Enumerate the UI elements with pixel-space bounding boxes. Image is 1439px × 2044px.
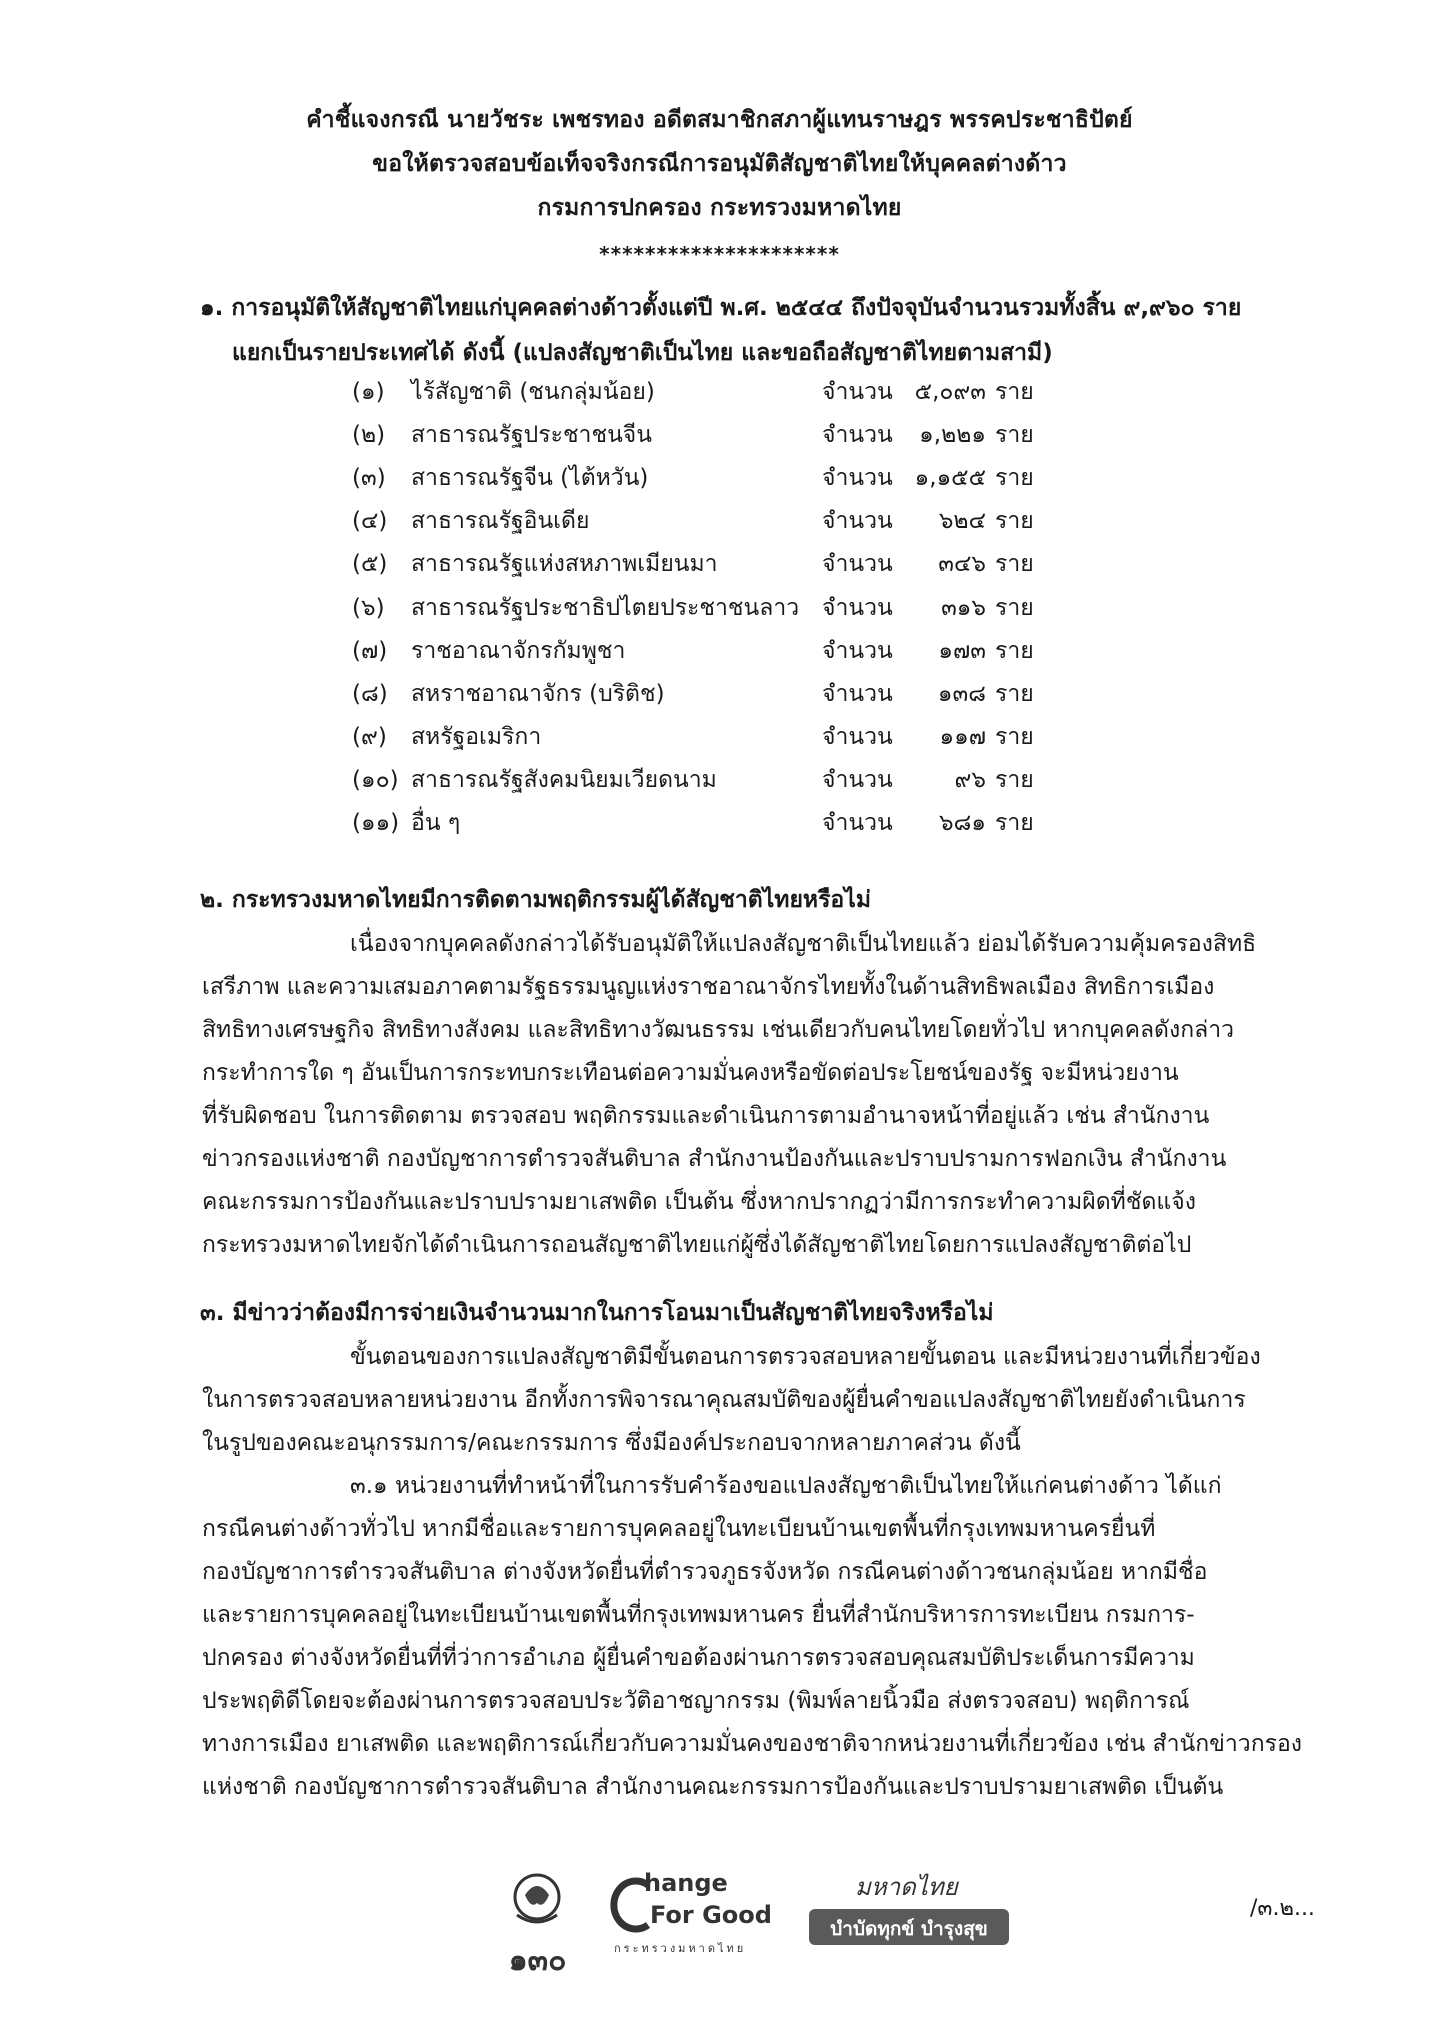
section1-line-2: แยกเป็นรายประเทศได้ ดังนี้ (แปลงสัญชาติเป็นไทย และขอถือสัญชาติไทยตามสามี) [232, 340, 1053, 366]
section2-heading: ๒. กระทรวงมหาดไทยมีการติดตามพฤติกรรมผู้ได้สัญชาติไทยหรือไม่ [200, 887, 871, 913]
country-name: สหรัฐอเมริกา [411, 724, 542, 750]
count-value: ๕,๐๙๓ [914, 379, 986, 405]
nationality-row [0, 719, 1439, 759]
ministry-text: กระทรวงมหาดไทย [614, 1942, 747, 1955]
nationality-row [0, 546, 1439, 586]
anniversary-logo [495, 1865, 580, 1978]
section1-line-1: ๑. การอนุมัติให้สัญชาติไทยแก่บุคคลต่างด้าวตั้งแต่ปี พ.ศ. ๒๕๔๔ ถึงปัจจุบันจำนวนรวมทั้งสิ้น ๙,๙๖๐ ราย [200, 295, 1242, 321]
section2-paragraph-line: ข่าวกรองแห่งชาติ กองบัญชาการตำรวจสันติบาล สำนักงานป้องกันและปราบปรามการฟอกเงิน สำนักงาน [202, 1146, 1227, 1172]
country-name: อื่น ๆ [411, 810, 461, 836]
unit-suffix: ราย [995, 638, 1034, 664]
header-separator: ********************* [599, 242, 840, 266]
count-label: จำนวน [822, 379, 893, 405]
nationality-row [0, 374, 1439, 414]
unit-suffix: ราย [995, 379, 1034, 405]
country-name: สาธารณรัฐอินเดีย [411, 508, 590, 534]
count-label: จำนวน [822, 681, 893, 707]
count-label: จำนวน [822, 638, 893, 664]
count-label: จำนวน [822, 595, 893, 621]
unit-suffix: ราย [995, 810, 1034, 836]
country-name: สาธารณรัฐจีน (ไต้หวัน) [411, 465, 649, 491]
section3-paragraph-line: ปกครอง ต่างจังหวัดยื่นที่ที่ว่าการอำเภอ ผู้ยื่นคำขอต้องผ่านการตรวจสอบคุณสมบัติประเด็นการมีความ [202, 1645, 1195, 1671]
count-value: ๙๖ [954, 767, 986, 793]
nationality-row [0, 762, 1439, 802]
unit-suffix: ราย [995, 422, 1034, 448]
count-label: จำนวน [822, 508, 893, 534]
unit-suffix: ราย [995, 681, 1034, 707]
section3-paragraph-line: ในรูปของคณะอนุกรรมการ/คณะกรรมการ ซึ่งมีองค์ประกอบจากหลายภาคส่วน ดังนี้ [202, 1430, 1021, 1456]
motto-text: บำบัดทุกข์ บำรุงสุข [830, 1918, 988, 1940]
header-line-3: กรมการปกครอง กระทรวงมหาดไทย [537, 195, 902, 221]
row-number: (๙) [352, 724, 387, 750]
count-label: จำนวน [822, 767, 893, 793]
section2-paragraph-line: เสรีภาพ และความเสมอภาคตามรัฐธรรมนูญแห่งราชอาณาจักรไทยทั้งในด้านสิทธิพลเมือง สิทธิการเมือง [202, 974, 1215, 1000]
row-number: (๖) [352, 595, 385, 621]
country-name: ไร้สัญชาติ (ชนกลุ่มน้อย) [411, 379, 655, 405]
unit-suffix: ราย [995, 551, 1034, 577]
nationality-row [0, 460, 1439, 500]
country-name: สาธารณรัฐสังคมนิยมเวียดนาม [411, 767, 717, 793]
section3-paragraph-line: กองบัญชาการตำรวจสันติบาล ต่างจังหวัดยื่นที่ตำรวจภูธรจังหวัด กรณีคนต่างด้าวชนกลุ่มน้อย หากมีชื่อ [202, 1559, 1208, 1585]
section2-paragraph-line: เนื่องจากบุคคลดังกล่าวได้รับอนุมัติให้แปลงสัญชาติเป็นไทยแล้ว ย่อมได้รับความคุ้มครองสิทธิ [350, 931, 1257, 957]
count-value: ๖๒๔ [938, 508, 986, 534]
section3-paragraph-line: แห่งชาติ กองบัญชาการตำรวจสันติบาล สำนักงานคณะกรรมการป้องกันและปราบปรามยาเสพติด เป็นต้น [202, 1774, 1224, 1800]
count-value: ๑๓๘ [937, 681, 986, 707]
section3-paragraph-line: และรายการบุคคลอยู่ในทะเบียนบ้านเขตพื้นที่กรุงเทพมหานคร ยื่นที่สำนักบริหารการทะเบียน กรมการ- [202, 1602, 1195, 1628]
for-good-text: For Good [650, 1901, 772, 1929]
section2-paragraph-line: ที่รับผิดชอบ ในการติดตาม ตรวจสอบ พฤติกรรมและดำเนินการตามอำนาจหน้าที่อยู่แล้ว เช่น สำนักงาน [202, 1103, 1210, 1129]
section2-paragraph-line: กระทรวงมหาดไทยจักได้ดำเนินการถอนสัญชาติไทยแก่ผู้ซึ่งได้สัญชาติไทยโดยการแปลงสัญชาติต่อไป [202, 1232, 1192, 1258]
unit-suffix: ราย [995, 508, 1034, 534]
section2-paragraph-line: กระทำการใด ๆ อันเป็นการกระทบกระเทือนต่อความมั่นคงหรือขัดต่อประโยชน์ของรัฐ จะมีหน่วยงาน [202, 1060, 1179, 1086]
count-value: ๑๗๓ [938, 638, 986, 664]
row-number: (๒) [352, 422, 386, 448]
section3-heading: ๓. มีข่าวว่าต้องมีการจ่ายเงินจำนวนมากในการโอนมาเป็นสัญชาติไทยจริงหรือไม่ [200, 1300, 994, 1326]
change-text: hange [644, 1869, 728, 1897]
count-label: จำนวน [822, 810, 893, 836]
nationality-row [0, 503, 1439, 543]
count-value: ๑,๑๕๕ [914, 465, 986, 491]
unit-suffix: ราย [995, 595, 1034, 621]
section3-paragraph-line: กรณีคนต่างด้าวทั่วไป หากมีชื่อและรายการบุคคลอยู่ในทะเบียนบ้านเขตพื้นที่กรุงเทพมหานครยื่นที่ [202, 1516, 1156, 1542]
country-name: สหราชอาณาจักร (บริติช) [411, 681, 665, 707]
country-name: สาธารณรัฐแห่งสหภาพเมียนมา [411, 551, 718, 577]
unit-suffix: ราย [995, 767, 1034, 793]
count-value: ๓๔๖ [938, 551, 986, 577]
row-number: (๔) [352, 508, 388, 534]
row-number: (๕) [352, 551, 388, 577]
unit-suffix: ราย [995, 724, 1034, 750]
section3-paragraph-line: ๓.๑ หน่วยงานที่ทำหน้าที่ในการรับคำร้องขอแปลงสัญชาติเป็นไทยให้แก่คนต่างด้าว ได้แก่ [350, 1473, 1222, 1499]
nationality-row [0, 805, 1439, 845]
row-number: (๗) [352, 638, 388, 664]
count-value: ๑,๒๒๑ [919, 422, 986, 448]
section3-paragraph-line: ประพฤติดีโดยจะต้องผ่านการตรวจสอบประวัติอาชญากรรม (พิมพ์ลายนิ้วมือ ส่งตรวจสอบ) พฤติการณ์ [202, 1688, 1190, 1714]
motto-script: มหาดไทย [855, 1873, 958, 1901]
row-number: (๓) [352, 465, 386, 491]
header-line-2: ขอให้ตรวจสอบข้อเท็จจริงกรณีการอนุมัติสัญชาติไทยให้บุคคลต่างด้าว [372, 151, 1067, 177]
count-label: จำนวน [822, 422, 893, 448]
continuation-ref: /๓.๒... [1250, 1896, 1315, 1921]
nationality-row [0, 590, 1439, 630]
count-label: จำนวน [822, 724, 893, 750]
row-number: (๘) [352, 681, 388, 707]
row-number: (๑๑) [352, 810, 400, 836]
nationality-row [0, 417, 1439, 457]
country-name: สาธารณรัฐประชาธิปไตยประชาชนลาว [411, 595, 800, 621]
header-line-1: คำชี้แจงกรณี นายวัชระ เพชรทอง อดีตสมาชิกสภาผู้แทนราษฎร พรรคประชาธิปัตย์ [306, 107, 1133, 133]
change-for-good-logo [610, 1865, 790, 1975]
country-name: สาธารณรัฐประชาชนจีน [411, 422, 653, 448]
anniversary-number: ๑๓๐ [508, 1943, 567, 1978]
section2-paragraph-line: สิทธิทางเศรษฐกิจ สิทธิทางสังคม และสิทธิทางวัฒนธรรม เช่นเดียวกับคนไทยโดยทั่วไป หากบุคคลดังกล่าว [202, 1017, 1235, 1043]
count-value: ๖๘๑ [939, 810, 986, 836]
section3-paragraph-line: ขั้นตอนของการแปลงสัญชาติมีขั้นตอนการตรวจสอบหลายขั้นตอน และมีหน่วยงานที่เกี่ยวข้อง [350, 1344, 1261, 1370]
nationality-row [0, 676, 1439, 716]
row-number: (๑) [352, 379, 385, 405]
country-name: ราชอาณาจักรกัมพูชา [411, 638, 626, 664]
count-value: ๓๑๖ [941, 595, 986, 621]
count-label: จำนวน [822, 465, 893, 491]
unit-suffix: ราย [995, 465, 1034, 491]
section3-paragraph-line: ทางการเมือง ยาเสพติด และพฤติการณ์เกี่ยวกับความมั่นคงของชาติจากหน่วยงานที่เกี่ยวข้อง เช่น สำนักข่าวกรอง [202, 1731, 1303, 1757]
section3-paragraph-line: ในการตรวจสอบหลายหน่วยงาน อีกทั้งการพิจารณาคุณสมบัติของผู้ยื่นคำขอแปลงสัญชาติไทยยังดำเนินการ [202, 1387, 1246, 1413]
section2-paragraph-line: คณะกรรมการป้องกันและปราบปรามยาเสพติด เป็นต้น ซึ่งหากปรากฏว่ามีการกระทำความผิดที่ชัดแจ้ง [202, 1189, 1196, 1215]
motto-logo [805, 1865, 1015, 1975]
count-label: จำนวน [822, 551, 893, 577]
nationality-row [0, 633, 1439, 673]
row-number: (๑๐) [352, 767, 399, 793]
count-value: ๑๑๗ [939, 724, 986, 750]
